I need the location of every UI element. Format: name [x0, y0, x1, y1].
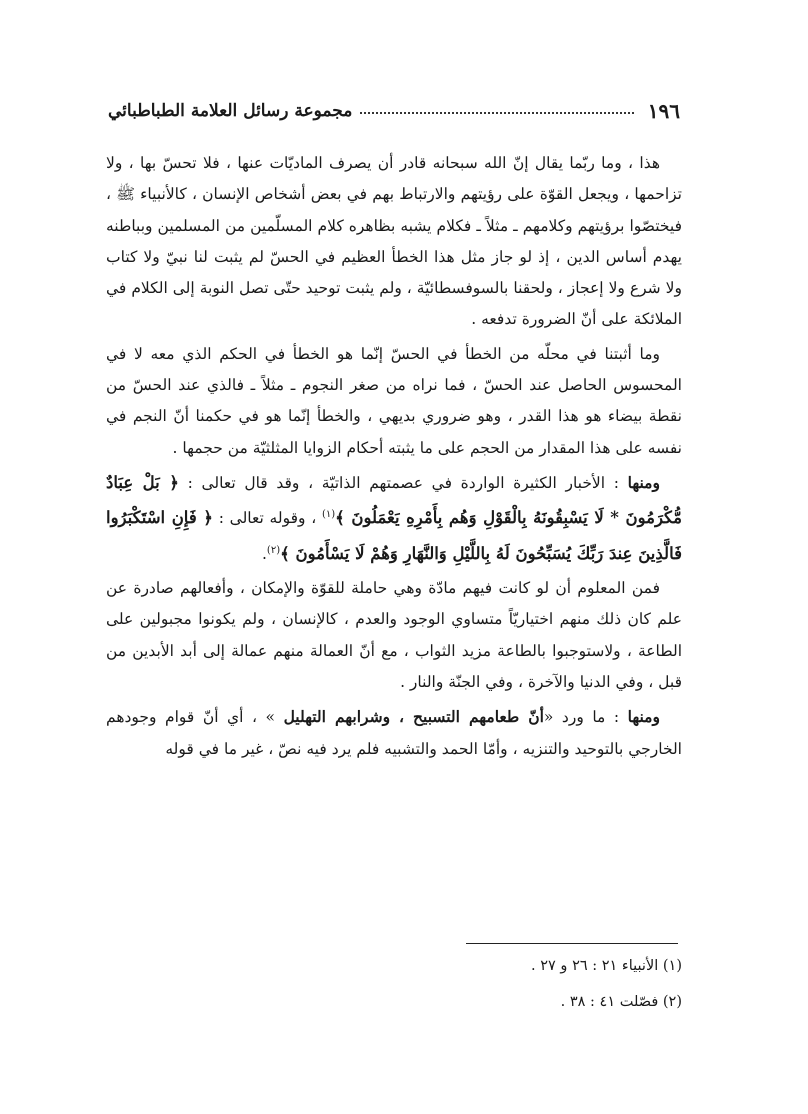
paragraph-5-text-1: : ما ورد « — [543, 708, 620, 727]
paragraph-5-quote: أنّ طعامهم التسبيح ، وشرابهم التهليل — [283, 707, 544, 727]
footnote-1: (١) الأنبياء ٢١ : ٢٦ و ٢٧ . — [531, 958, 682, 974]
footnote-2: (٢) فصّلت ٤١ : ٣٨ . — [560, 994, 682, 1010]
paragraph-5-text-2: » ، أي أنّ قوام وجودهم الخارجي بالتوحيد والتنزيه ، وأمّا الحمد والتشبيه فلم يرد فيه نصّ ، غير ما في قوله — [106, 708, 682, 758]
page-number: ١٩٦ — [647, 99, 680, 123]
paragraph-3-text: : الأخبار الكثيرة الواردة في عصمتهم الذاتيّة ، وقد قال تعالى : — [187, 473, 619, 492]
paragraph-5-keyword: ومنها — [627, 707, 660, 727]
paragraph-1: هذا ، وما ربّما يقال إنّ الله سبحانه قادر أن يصرف الماديّات عنها ، فلا تحسّ بها ، ولا تزاحمها ، ويجعل القوّة على رؤيتهم والارتباط بهم في بعض أشخاص الإنسان ، كالأنبياء ﷺ ، فيختصّوا برؤيتهم وكلامهم ـ مثلاً ـ فكلام يشبه بظاهره كلام المسلّمين من المسلمين وبباطنه يهدم أساس الدين ، إذ لو جاز مثل هذا الخطأ العظيم في الحسّ لم يثبت لنا نبيّ ولا كتاب ولا شرع ولا إعجاز ، ولحقنا بالسوفسطائيّة ، ولم يثبت توحيد حتّى تصل النوبة إلى الكلام في الملائكة على أنّ الضرورة تدفعه . — [106, 154, 682, 329]
page-header — [108, 94, 680, 128]
paragraph-3-keyword: ومنها — [627, 472, 660, 492]
paragraph-2: وما أثبتنا في محلّه من الخطأ في الحسّ إنّما هو الخطأ في الحكم الذي معه لا في المحسوس الحاصل عند الحسّ ، فما نراه من صغر النجوم ـ مثلاً ـ فالذي عند الحسّ من نقطة بيضاء هو هذا القدر ، وهو ضروري بديهي ، والخطأ إنّما هو في حكمنا أنّ النجم في نفسه على هذا المقدار من الحجم على ما يثبته أحكام الزوايا المثلثيّة من حجمها . — [106, 344, 682, 457]
book-title: مجموعة رسائل العلامة الطباطبائي — [108, 101, 353, 121]
paragraph-3-end: . — [261, 544, 267, 563]
paragraph-3-middle: ، وقوله تعالى : — [218, 509, 317, 528]
main-text — [106, 148, 682, 768]
header-dotted-leader — [360, 112, 633, 114]
paragraph-5 — [106, 701, 682, 765]
footnote-ref-2: (٢) — [266, 544, 281, 556]
quran-verse-1: ﴿ بَلْ عِبَادٌ مُّكْرَمُونَ * لَا يَسْبِقُونَهُ بِالْقَوْلِ وَهُم بِأَمْرِهِ يَعْمَلُونَ ﴾ — [106, 472, 682, 528]
footnote-ref-1: (١) — [321, 509, 336, 521]
paragraph-3 — [106, 467, 682, 570]
quran-verse-2: ﴿ فَإِنِ اسْتَكْبَرُوا فَالَّذِينَ عِندَ رَبِّكَ يُسَبِّحُونَ لَهُ بِاللَّيْلِ وَالنَّهَارِ وَهُمْ لَا يَسْأَمُونَ ﴾ — [106, 508, 682, 563]
paragraph-4: فمن المعلوم أن لو كانت فيهم مادّة وهي حاملة للقوّة والإمكان ، وأفعالهم صادرة عن علم كان ذلك منهم اختياريّاً متساوي الوجود والعدم ، كالإنسان ، ولم يكونوا مجبولين على الطاعة ، ولاستوجبوا بالطاعة مزيد الثواب ، مع أنّ العمالة منهم عمالة إلى أبد الأبدين من قبل ، وفي الدنيا والآخرة ، وفي الجنّة والنار . — [106, 579, 682, 692]
footnote-separator — [466, 943, 678, 944]
